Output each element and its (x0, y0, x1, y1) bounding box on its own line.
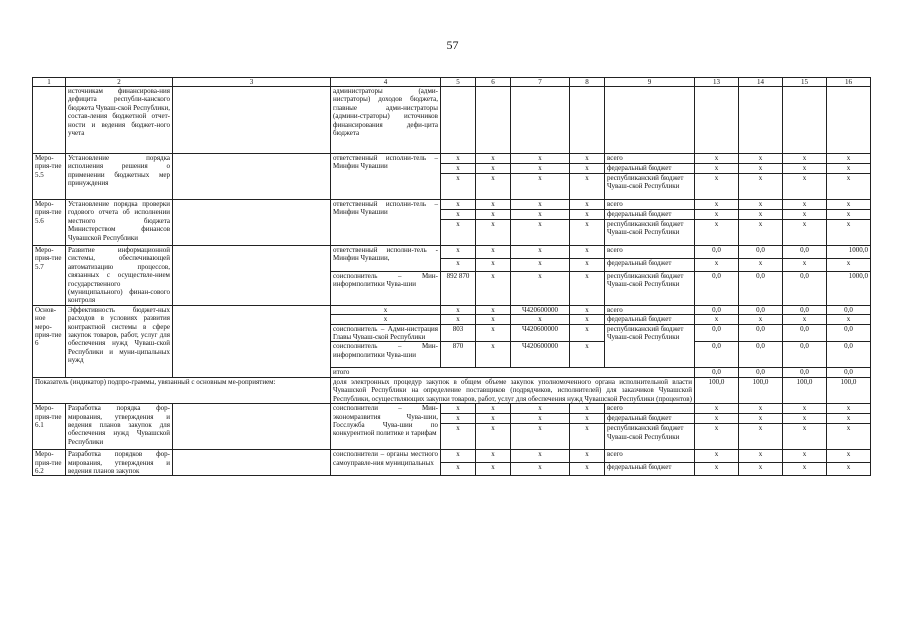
column-header: 1 (33, 78, 66, 87)
table-cell: x (476, 342, 511, 368)
table-cell: x (570, 200, 605, 210)
table-cell: x (827, 259, 871, 272)
column-header: 5 (441, 78, 476, 87)
table-cell: 0,0 (827, 305, 871, 314)
table-cell: x (511, 315, 570, 324)
table-cell: 0,0 (695, 324, 739, 342)
responsible: соисполнитель – Мин-информполитики Чува-шии (331, 272, 441, 306)
table-cell: x (511, 272, 570, 306)
table-cell: 0,0 (695, 368, 739, 377)
table-cell: x (511, 200, 570, 210)
table-cell: 0,0 (695, 272, 739, 306)
table-cell: x (570, 220, 605, 246)
table-cell: x (476, 246, 511, 259)
table-cell: x (476, 220, 511, 246)
table-cell: x (441, 200, 476, 210)
table-cell: x (441, 246, 476, 259)
table-cell (173, 154, 331, 200)
table-row (33, 154, 871, 164)
table-cell: x (783, 414, 827, 424)
table-cell: x (695, 424, 739, 450)
table-cell: x (441, 463, 476, 476)
table-cell: x (695, 200, 739, 210)
table-cell: x (476, 154, 511, 164)
table-cell: x (827, 220, 871, 246)
measure-title: Разработка порядков фор-мирования, утверждения и ведения планов закупок (66, 450, 173, 476)
table-cell: x (476, 424, 511, 450)
budget-source: федеральный бюджет (605, 463, 695, 476)
table-cell: x (441, 315, 476, 324)
table-cell: x (570, 305, 605, 314)
table-cell: 0,0 (739, 324, 783, 342)
table-cell (570, 87, 605, 154)
table-cell: x (570, 342, 605, 368)
table-cell: 870 (441, 342, 476, 368)
total-label: итого (331, 368, 695, 377)
table-row (33, 404, 871, 414)
measure-title: Установление порядка проверки годового отчета об исполнении местного бюджета Министерством финансов Чувашской Республики (66, 200, 173, 246)
table-cell: x (511, 463, 570, 476)
table-cell: 0,0 (783, 246, 827, 259)
table-cell: 0,0 (739, 246, 783, 259)
table-cell: 892 870 (441, 272, 476, 306)
table-cell: x (695, 414, 739, 424)
table-cell: 100,0 (739, 377, 783, 403)
table-cell: 0,0 (739, 368, 783, 377)
budget-source: республиканский бюджет Чуваш-ской Республики (605, 272, 695, 306)
table-cell: x (476, 210, 511, 220)
table-cell: x (441, 174, 476, 200)
table-cell: x (827, 404, 871, 414)
table-cell (173, 87, 331, 154)
measure-title: Установление порядка исполнения решения о применении бюджетных мер принуждения (66, 154, 173, 200)
table-cell: x (441, 259, 476, 272)
table-cell: x (476, 164, 511, 174)
table-cell: x (511, 246, 570, 259)
budget-source: республиканский бюджет Чуваш-ской Республики (605, 174, 695, 200)
table-cell: x (783, 404, 827, 414)
table-cell: x (739, 315, 783, 324)
table-cell (511, 87, 570, 154)
table-cell: x (441, 305, 476, 314)
table-cell: 0,0 (783, 368, 827, 377)
table-cell: x (739, 414, 783, 424)
table-cell: x (441, 424, 476, 450)
measure-code: Меро-прия-тие 5.6 (33, 200, 66, 246)
table-cell: x (783, 424, 827, 450)
table-cell: x (695, 450, 739, 463)
table-cell: x (476, 174, 511, 200)
table-cell: администраторы (адми-нистраторы) доходов бюджета, главные адми-нистраторы (админи-страторы) источников финансирования дефи-цита бюджета (331, 87, 441, 154)
table-cell (783, 87, 827, 154)
table-cell: 100,0 (695, 377, 739, 403)
table-cell (33, 87, 66, 154)
table-cell: x (570, 210, 605, 220)
table-cell: x (783, 154, 827, 164)
measure-title: Разработка порядка фор-мирования, утверждения и ведения планов закупок для обеспечения нужд Чувашской Республики (66, 404, 173, 450)
budget-source: всего (605, 404, 695, 414)
table-cell: x (827, 424, 871, 450)
table-cell: x (441, 220, 476, 246)
indicator-label: Показатель (индикатор) подпро-граммы, увязанный с основным ме-роприятием: (33, 377, 331, 403)
table-cell: x (827, 174, 871, 200)
table-cell: x (827, 154, 871, 164)
budget-source: всего (605, 200, 695, 210)
table-cell: x (695, 154, 739, 164)
table-cell: x (511, 259, 570, 272)
table-cell: x (476, 463, 511, 476)
table-cell: x (570, 174, 605, 200)
measure-code: Меро-прия-тие 5.5 (33, 154, 66, 200)
budget-source: всего (605, 154, 695, 164)
table-cell: 0,0 (739, 272, 783, 306)
table-cell: x (739, 164, 783, 174)
table-cell: федеральный бюджет (605, 315, 695, 324)
table-cell (739, 87, 783, 154)
table-cell: x (739, 463, 783, 476)
table-cell: x (570, 324, 605, 342)
table-cell: x (511, 154, 570, 164)
column-header: 2 (66, 78, 173, 87)
table-cell: x (476, 324, 511, 342)
table-cell: x (739, 200, 783, 210)
table-cell: 0,0 (827, 368, 871, 377)
table-cell (605, 87, 695, 154)
table-cell: x (441, 414, 476, 424)
column-header: 4 (331, 78, 441, 87)
table-cell: x (570, 404, 605, 414)
table-cell: x (739, 404, 783, 414)
table-cell: 0,0 (739, 342, 783, 368)
table-cell: Ч420600000 (511, 324, 570, 342)
table-cell: x (739, 174, 783, 200)
table-cell: x (476, 414, 511, 424)
table-cell (476, 87, 511, 154)
table-cell: x (695, 463, 739, 476)
table-cell: источникам финансирова-ния дефицита республи-канского бюджета Чуваш-ской Республики, состав-ления бюджетной отчет-ности и ведения бюджет-ного учета (66, 87, 173, 154)
table-cell: 0,0 (783, 324, 827, 342)
table-cell: x (783, 174, 827, 200)
table-cell: x (695, 259, 739, 272)
table-cell: всего (605, 305, 695, 314)
budget-source: федеральный бюджет (605, 210, 695, 220)
table-cell: x (441, 404, 476, 414)
table-cell: x (783, 259, 827, 272)
table-cell: республиканский бюджет Чуваш-ской Республики (605, 324, 695, 368)
table-row (33, 377, 871, 403)
table-cell: x (570, 259, 605, 272)
table-cell: x (441, 164, 476, 174)
budget-table (32, 77, 871, 476)
table-cell: x (783, 315, 827, 324)
table-cell: 100,0 (827, 377, 871, 403)
column-header: 9 (605, 78, 695, 87)
table-cell: Ч420600000 (511, 342, 570, 368)
table-cell: x (441, 154, 476, 164)
table-cell: 0,0 (695, 246, 739, 259)
table-cell: x (511, 164, 570, 174)
table-row (33, 246, 871, 259)
table-cell: x (511, 210, 570, 220)
table-cell: 100,0 (783, 377, 827, 403)
table-cell (173, 200, 331, 246)
table-cell: x (476, 404, 511, 414)
column-header: 7 (511, 78, 570, 87)
table-cell: x (476, 272, 511, 306)
table-row (33, 87, 871, 154)
table-cell: x (570, 414, 605, 424)
table-cell: x (783, 463, 827, 476)
table-cell: x (739, 154, 783, 164)
table-cell: x (511, 414, 570, 424)
responsible: ответственный исполни-тель - Минфин Чувашии, (331, 246, 441, 272)
budget-source: федеральный бюджет (605, 259, 695, 272)
table-cell: x (570, 463, 605, 476)
table-cell: x (739, 259, 783, 272)
table-cell: x (695, 404, 739, 414)
table-cell: x (570, 450, 605, 463)
table-cell: 0,0 (739, 305, 783, 314)
table-cell: x (476, 305, 511, 314)
column-header: 15 (783, 78, 827, 87)
measure-code: Меро-прия-тие 5.7 (33, 246, 66, 306)
responsible: соисполнитель – Мин-информполитики Чува-шии (331, 342, 441, 368)
table-cell: x (827, 450, 871, 463)
table-cell: x (511, 220, 570, 246)
table-cell: x (783, 164, 827, 174)
measure-code: Основ-ное меро-прия-тие 6 (33, 305, 66, 377)
table-cell: x (783, 210, 827, 220)
budget-source: федеральный бюджет (605, 414, 695, 424)
responsible: ответственный исполни-тель – Минфин Чувашии (331, 154, 441, 200)
table-cell: x (441, 450, 476, 463)
table-cell (173, 450, 331, 476)
table-cell: x (739, 210, 783, 220)
table-cell: x (783, 220, 827, 246)
table-cell: x (827, 315, 871, 324)
table-cell: x (695, 210, 739, 220)
table-cell: 803 (441, 324, 476, 342)
table-cell: x (511, 450, 570, 463)
responsible: соисполнитель – Адми-нистрация Главы Чуваш-ской Республики (331, 324, 441, 342)
budget-source: республиканский бюджет Чуваш-ской Республики (605, 424, 695, 450)
table-cell: 0,0 (783, 342, 827, 368)
column-header: 8 (570, 78, 605, 87)
table-cell: 1000,0 (827, 272, 871, 306)
table-cell: x (331, 305, 441, 314)
table-cell: x (739, 220, 783, 246)
table-cell: x (511, 404, 570, 414)
table-cell (173, 246, 331, 306)
table-cell: x (476, 200, 511, 210)
table-cell: x (570, 315, 605, 324)
table-cell: x (695, 315, 739, 324)
table-cell: x (570, 154, 605, 164)
table-row (33, 305, 871, 314)
indicator-text: доля электронных процедур закупок в общем объеме закупок уполномоченного органа исполнительной власти Чувашской Республики на определение поставщиков (подрядчиков, исполнителей) для заказчиков Чувашской Республики, осуществляющих закупки товаров, работ, услуг для обеспечения нужд Чувашской Республики (процентов) (331, 377, 695, 403)
table-cell: x (570, 424, 605, 450)
table-cell (827, 87, 871, 154)
column-header: 6 (476, 78, 511, 87)
responsible: соисполнители – органы местного самоуправле-ния муниципальных (331, 450, 441, 476)
responsible: ответственный исполни-тель – Минфин Чувашии (331, 200, 441, 246)
table-cell: x (827, 210, 871, 220)
table-cell: x (827, 463, 871, 476)
table-cell: Ч420600000 (511, 305, 570, 314)
measure-code: Меро-прия-тие 6.2 (33, 450, 66, 476)
table-cell: x (476, 450, 511, 463)
table-cell (173, 305, 331, 377)
table-cell: 1000,0 (827, 246, 871, 259)
column-header: 14 (739, 78, 783, 87)
table-cell: x (827, 164, 871, 174)
budget-source: республиканский бюджет Чуваш-ской Республики (605, 220, 695, 246)
table-cell: x (570, 246, 605, 259)
table-cell (695, 87, 739, 154)
column-header: 16 (827, 78, 871, 87)
measure-code: Меро-прия-тие 6.1 (33, 404, 66, 450)
table-cell: x (827, 200, 871, 210)
column-header: 13 (695, 78, 739, 87)
column-header: 3 (173, 78, 331, 87)
measure-title: Развитие информационной системы, обеспечивающей автоматизацию процессов, связанных с осуществле-нием государственного (муниципального) финан-сового контроля (66, 246, 173, 306)
responsible: соисполнители – Мин-экономразвития Чува-шии, Госслужба Чува-шии по конкурентной политике и тарифам (331, 404, 441, 450)
table-row (33, 200, 871, 210)
table-cell: x (511, 424, 570, 450)
table-cell: 0,0 (695, 305, 739, 314)
table-cell: 0,0 (827, 342, 871, 368)
table-cell: 0,0 (695, 342, 739, 368)
table-cell: 0,0 (783, 305, 827, 314)
measure-title: Эффективность бюджет-ных расходов в условиях развития контрактной системы в сфере закупок товаров, работ, услуг для обеспечения нужд Чуваш-ской Республики и муни-ципальных нужд (66, 305, 173, 377)
table-cell: x (739, 424, 783, 450)
table-cell: x (476, 259, 511, 272)
table-cell (173, 404, 331, 450)
table-cell: x (739, 450, 783, 463)
table-cell: x (511, 174, 570, 200)
table-cell: x (783, 450, 827, 463)
table-cell: x (331, 315, 441, 324)
table-cell: 0,0 (827, 324, 871, 342)
table-cell: x (476, 315, 511, 324)
table-cell: x (783, 200, 827, 210)
page-number: 57 (446, 38, 459, 52)
table-cell: 0,0 (783, 272, 827, 306)
table-cell: x (441, 210, 476, 220)
table-row (33, 450, 871, 463)
table-cell: x (695, 174, 739, 200)
table-cell: x (570, 164, 605, 174)
table-cell: x (570, 272, 605, 306)
table-cell (441, 87, 476, 154)
table-cell: x (695, 164, 739, 174)
budget-source: федеральный бюджет (605, 164, 695, 174)
table-cell: x (827, 414, 871, 424)
table-cell: x (695, 220, 739, 246)
table-row (33, 78, 871, 87)
budget-source: всего (605, 246, 695, 259)
budget-source: всего (605, 450, 695, 463)
